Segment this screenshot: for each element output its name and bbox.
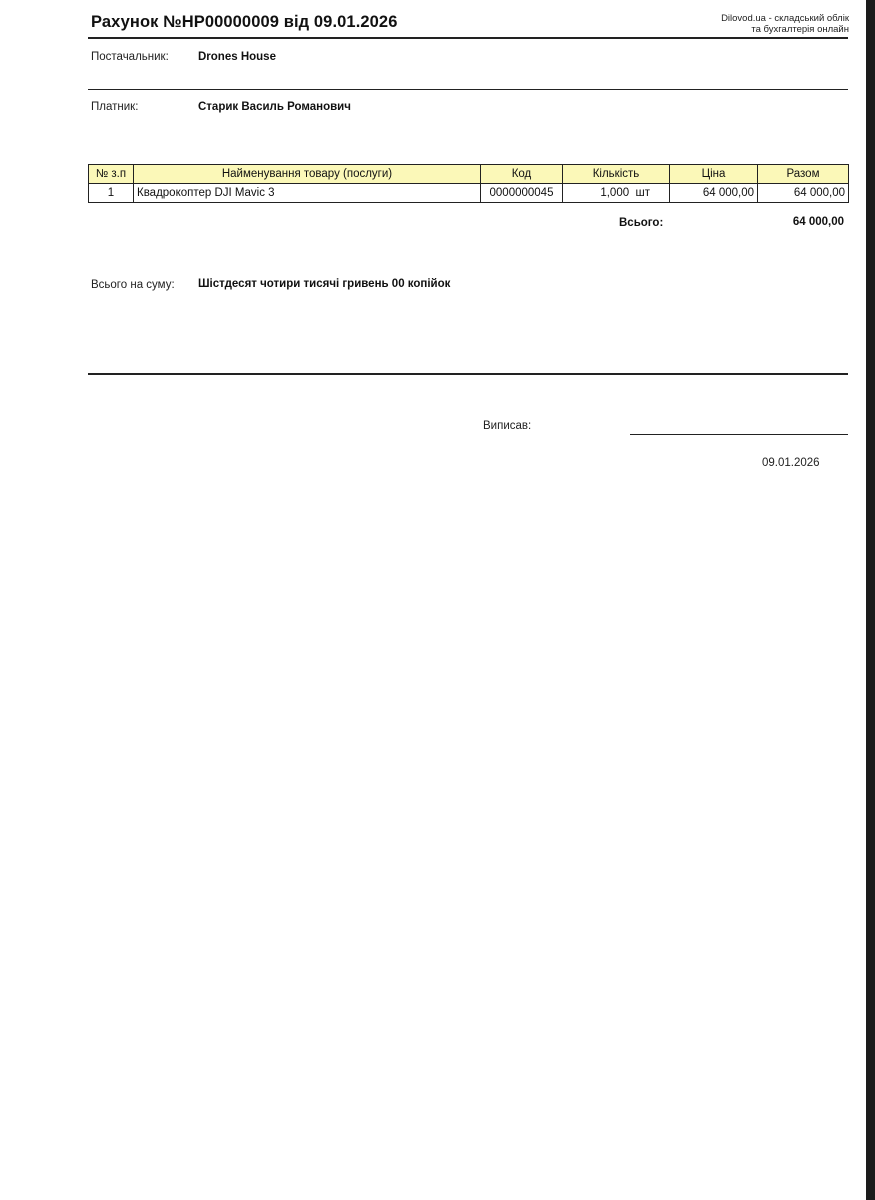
amount-words-label: Всього на суму: <box>91 279 175 291</box>
supplier-divider <box>88 89 848 90</box>
signature-line <box>630 434 848 435</box>
amount-words-value: Шістдесят чотири тисячі гривень 00 копійок <box>198 278 451 290</box>
supplier-label: Постачальник: <box>91 51 169 63</box>
total-label: Всього: <box>619 217 664 229</box>
brand-line-1: Dilovod.ua - складський облік <box>721 13 849 24</box>
cell-name: Квадрокоптер DJI Mavic 3 <box>134 184 481 203</box>
items-table <box>88 164 849 203</box>
window-edge <box>866 0 875 1200</box>
cell-price: 64 000,00 <box>670 184 758 203</box>
brand-note <box>721 13 849 35</box>
cell-qty-value: 1,000 <box>600 187 630 199</box>
signature-label: Виписав: <box>483 420 532 432</box>
col-header-num: № з.п <box>89 165 134 184</box>
cell-qty <box>563 184 670 203</box>
cell-num: 1 <box>89 184 134 203</box>
cell-code: 0000000045 <box>481 184 563 203</box>
payer-value: Старик Василь Романович <box>198 101 351 113</box>
supplier-value: Drones House <box>198 51 276 63</box>
col-header-price: Ціна <box>670 165 758 184</box>
cell-qty-unit: шт <box>635 187 651 199</box>
table-row <box>89 184 849 203</box>
invoice-title: Рахунок №НР00000009 від 09.01.2026 <box>91 13 398 31</box>
total-value: 64 000,00 <box>792 216 844 228</box>
title-divider <box>88 37 848 39</box>
table-header-row <box>89 165 849 184</box>
signature-date: 09.01.2026 <box>762 457 820 469</box>
col-header-code: Код <box>481 165 563 184</box>
footer-divider <box>88 373 848 375</box>
col-header-qty: Кількість <box>563 165 670 184</box>
brand-line-2: та бухгалтерія онлайн <box>751 24 849 35</box>
col-header-name: Найменування товару (послуги) <box>134 165 481 184</box>
col-header-sum: Разом <box>758 165 849 184</box>
payer-label: Платник: <box>91 101 139 113</box>
cell-sum: 64 000,00 <box>758 184 849 203</box>
